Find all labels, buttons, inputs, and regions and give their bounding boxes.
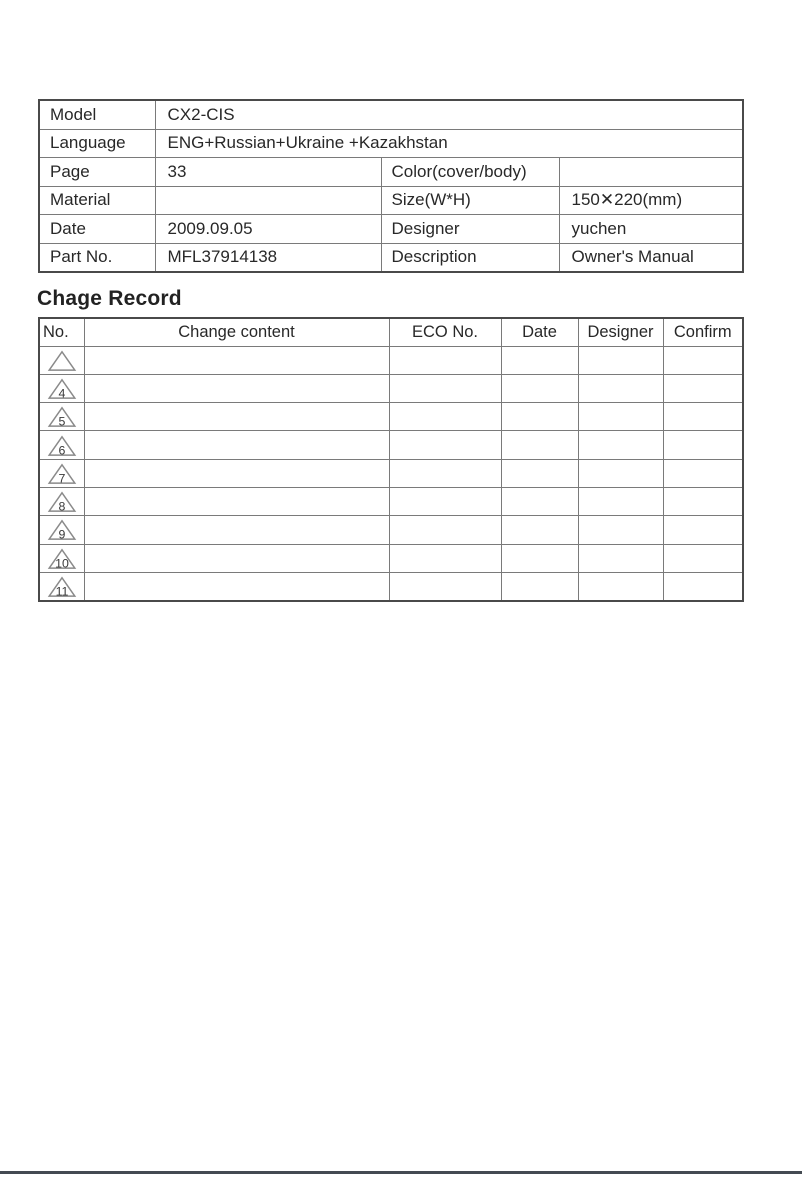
change-marker-triangle-icon [46,519,78,541]
table-row [39,215,743,244]
change-eco-cell [389,459,501,487]
page-bottom-rule [0,1171,802,1174]
change-date-cell [501,516,578,544]
change-designer-cell [578,572,663,601]
spec-label-language: Language [39,129,155,158]
change-row [39,516,743,544]
spec-value-description: Owner's Manual [559,243,743,272]
change-no-cell [39,516,84,544]
change-no-cell [39,544,84,572]
change-eco-cell [389,487,501,515]
spec-label-material: Material [39,186,155,215]
change-no-cell [39,572,84,601]
spec-value-color [559,158,743,187]
change-marker-triangle-icon [46,463,78,485]
change-no-cell [39,374,84,402]
change-designer-cell [578,403,663,431]
change-designer-cell [578,431,663,459]
change-no-cell [39,459,84,487]
header-date: Date [501,318,578,346]
spec-value-size: 150✕220(mm) [559,186,743,215]
change-designer-cell [578,544,663,572]
spec-label-designer: Designer [381,215,559,244]
change-date-cell [501,403,578,431]
change-marker-triangle-icon [46,378,78,400]
spec-label-part-no: Part No. [39,243,155,272]
change-row [39,487,743,515]
change-date-cell [501,572,578,601]
change-marker-triangle-icon [46,350,78,372]
change-marker-number: 9 [58,527,66,542]
change-marker-number: 5 [58,414,66,429]
change-confirm-cell [663,487,743,515]
change-eco-cell [389,431,501,459]
change-no-cell [39,487,84,515]
table-row [39,100,743,129]
change-row [39,459,743,487]
change-designer-cell [578,516,663,544]
change-date-cell [501,487,578,515]
change-marker-number: 6 [58,442,66,457]
change-record-heading: Chage Record [37,287,182,310]
spec-label-size: Size(W*H) [381,186,559,215]
change-date-cell [501,374,578,402]
table-row [39,129,743,158]
change-no-cell [39,403,84,431]
change-confirm-cell [663,403,743,431]
spec-label-model: Model [39,100,155,129]
change-row [39,346,743,374]
spec-value-model: CX2-CIS [155,100,743,129]
change-content-cell [84,374,389,402]
spec-label-color: Color(cover/body) [381,158,559,187]
change-marker-triangle-icon [46,435,78,457]
spec-value-language: ENG+Russian+Ukraine +Kazakhstan [155,129,743,158]
change-marker-triangle-icon [46,548,78,570]
change-content-cell [84,431,389,459]
change-date-cell [501,459,578,487]
change-row [39,403,743,431]
change-marker-triangle-icon [46,406,78,428]
spec-value-page: 33 [155,158,381,187]
change-confirm-cell [663,516,743,544]
spec-label-date: Date [39,215,155,244]
change-designer-cell [578,459,663,487]
spec-value-part-no: MFL37914138 [155,243,381,272]
change-confirm-cell [663,572,743,601]
change-row [39,572,743,601]
change-content-cell [84,544,389,572]
spec-label-description: Description [381,243,559,272]
change-marker-number: 10 [54,555,69,570]
change-date-cell [501,346,578,374]
change-content-cell [84,572,389,601]
change-designer-cell [578,374,663,402]
change-marker-number: 7 [58,471,66,486]
table-row [39,243,743,272]
spec-value-date: 2009.09.05 [155,215,381,244]
change-marker-number: 4 [58,386,66,401]
change-date-cell [501,431,578,459]
header-change-content: Change content [84,318,389,346]
change-confirm-cell [663,346,743,374]
change-marker-number: 11 [55,584,69,599]
change-eco-cell [389,572,501,601]
change-content-cell [84,516,389,544]
spec-table [38,99,744,273]
header-eco-no: ECO No. [389,318,501,346]
spec-value-designer: yuchen [559,215,743,244]
change-content-cell [84,487,389,515]
header-no: No. [39,318,84,346]
change-record-table [38,317,744,602]
table-row [39,186,743,215]
change-marker-number: 8 [58,499,66,514]
change-designer-cell [578,487,663,515]
change-eco-cell [389,516,501,544]
change-eco-cell [389,403,501,431]
table-row [39,158,743,187]
table-header-row [39,318,743,346]
change-eco-cell [389,544,501,572]
change-row [39,431,743,459]
change-marker-triangle-icon [46,576,78,598]
change-row [39,544,743,572]
change-eco-cell [389,346,501,374]
change-confirm-cell [663,431,743,459]
change-content-cell [84,459,389,487]
change-no-cell [39,346,84,374]
change-row [39,374,743,402]
change-confirm-cell [663,459,743,487]
change-confirm-cell [663,374,743,402]
header-designer: Designer [578,318,663,346]
header-confirm: Confirm [663,318,743,346]
change-content-cell [84,346,389,374]
change-confirm-cell [663,544,743,572]
spec-value-material [155,186,381,215]
change-marker-triangle-icon [46,491,78,513]
spec-label-page: Page [39,158,155,187]
change-eco-cell [389,374,501,402]
change-designer-cell [578,346,663,374]
change-date-cell [501,544,578,572]
change-no-cell [39,431,84,459]
change-content-cell [84,403,389,431]
